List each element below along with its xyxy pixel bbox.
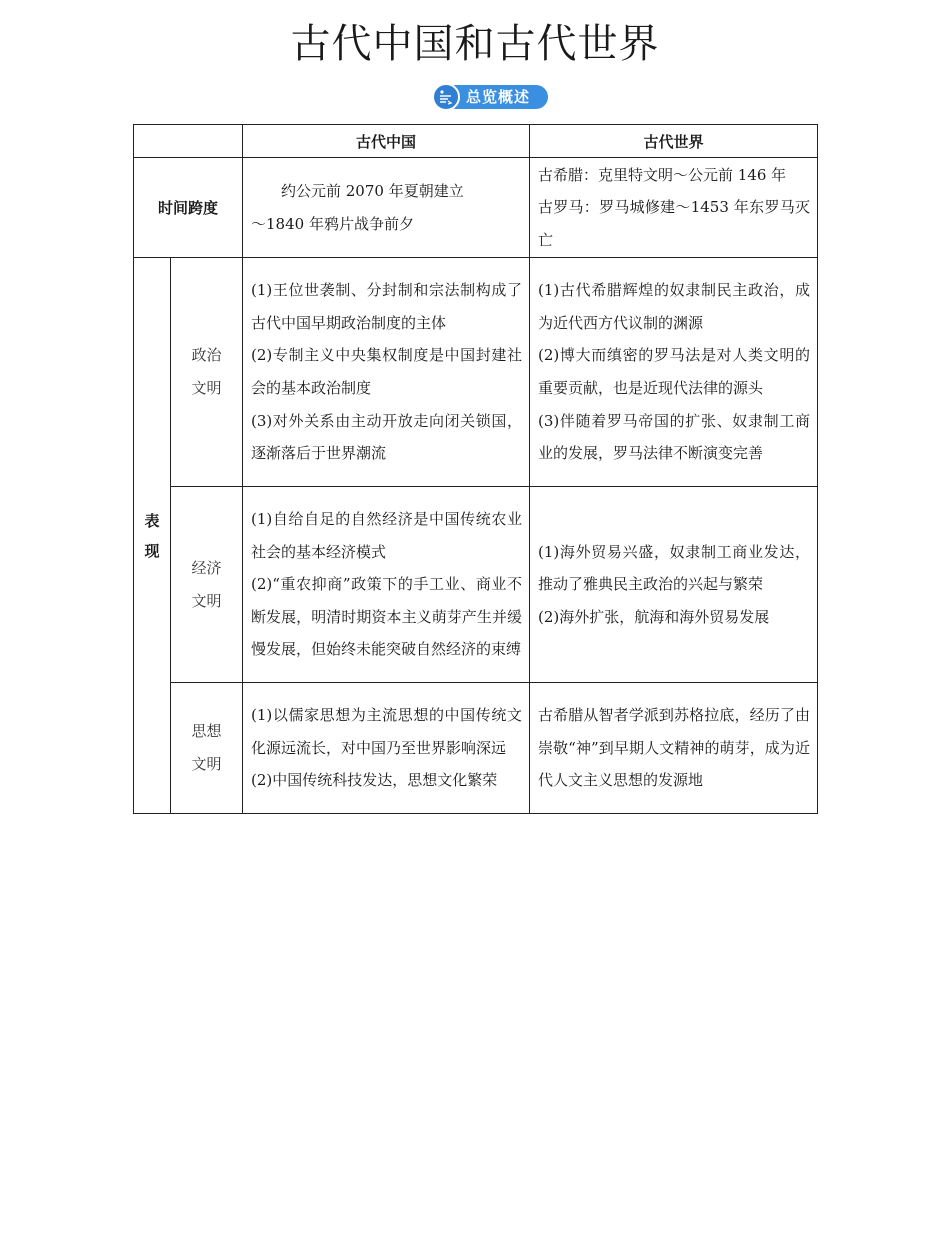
time-span-china <box>243 158 530 258</box>
economy-row <box>134 487 818 683</box>
comparison-table <box>133 124 818 814</box>
thought-china <box>243 683 530 814</box>
page-title: 古代中国和古代世界 <box>290 21 660 67</box>
list-item: (2)专制主义中央集权制度是中国封建社会的基本政治制度 <box>251 346 522 397</box>
list-item: (2)“重农抑商”政策下的手工业、商业不断发展，明清时期资本主义萌芽产生并缓慢发展，但始终未能突破自然经济的束缚 <box>251 575 522 659</box>
list-item: (1)以儒家思想为主流思想的中国传统文化源远流长，对中国乃至世界影响深远 <box>251 706 522 757</box>
header-world: 古代世界 <box>530 125 818 158</box>
time-span-label: 时间跨度 <box>134 158 243 258</box>
time-span-world-line: 古希腊：克里特文明～公元前 146 年 <box>538 165 787 184</box>
thought-row <box>134 683 818 814</box>
row-label-text: 思想文明 <box>191 722 222 773</box>
time-span-china-line: ～1840 年鸦片战争前夕 <box>251 214 414 233</box>
list-item: (1)自给自足的自然经济是中国传统农业社会的基本经济模式 <box>251 510 522 561</box>
time-span-world-line: 古罗马：罗马城修建～1453 年东罗马灭亡 <box>538 198 810 249</box>
thought-world <box>530 683 818 814</box>
row-label-text: 政治文明 <box>191 346 222 397</box>
time-span-row <box>134 158 818 258</box>
header-corner <box>134 125 243 158</box>
section-badge <box>432 83 548 111</box>
row-label-text: 经济文明 <box>191 558 222 610</box>
list-item: (3)伴随着罗马帝国的扩张、奴隶制工商业的发展，罗马法律不断演变完善 <box>538 411 810 463</box>
list-item: (2)中国传统科技发达，思想文化繁荣 <box>251 771 498 790</box>
badge-label: 总览概述 <box>466 88 531 106</box>
list-item: 古希腊从智者学派到苏格拉底，经历了由崇敬“神”到早期人文精神的萌芽，成为近代人文主义思想的发源地 <box>538 706 810 790</box>
time-span-china-line: 约公元前 2070 年夏朝建立 <box>281 181 464 200</box>
group-label-text: 表现 <box>144 511 160 560</box>
list-item: (3)对外关系由主动开放走向闭关锁国，逐渐落后于世界潮流 <box>251 411 522 463</box>
politics-row <box>134 258 818 487</box>
header-row <box>134 125 818 158</box>
politics-china <box>243 258 530 487</box>
row-label-politics <box>171 258 243 487</box>
list-item: (2)海外扩张，航海和海外贸易发展 <box>538 607 770 626</box>
economy-china <box>243 487 530 683</box>
group-label <box>134 258 171 814</box>
row-label-thought <box>171 683 243 814</box>
header-china: 古代中国 <box>243 125 530 158</box>
list-item: (1)王位世袭制、分封制和宗法制构成了古代中国早期政治制度的主体 <box>251 281 522 332</box>
list-arrow-icon <box>432 83 460 111</box>
list-item: (1)古代希腊辉煌的奴隶制民主政治，成为近代西方代议制的渊源 <box>538 281 810 332</box>
economy-world <box>530 487 818 683</box>
politics-world <box>530 258 818 487</box>
time-span-world <box>530 158 818 258</box>
list-item: (2)博大而缜密的罗马法是对人类文明的重要贡献，也是近现代法律的源头 <box>538 346 810 397</box>
row-label-economy <box>171 487 243 683</box>
list-item: (1)海外贸易兴盛，奴隶制工商业发达，推动了雅典民主政治的兴起与繁荣 <box>538 542 810 594</box>
